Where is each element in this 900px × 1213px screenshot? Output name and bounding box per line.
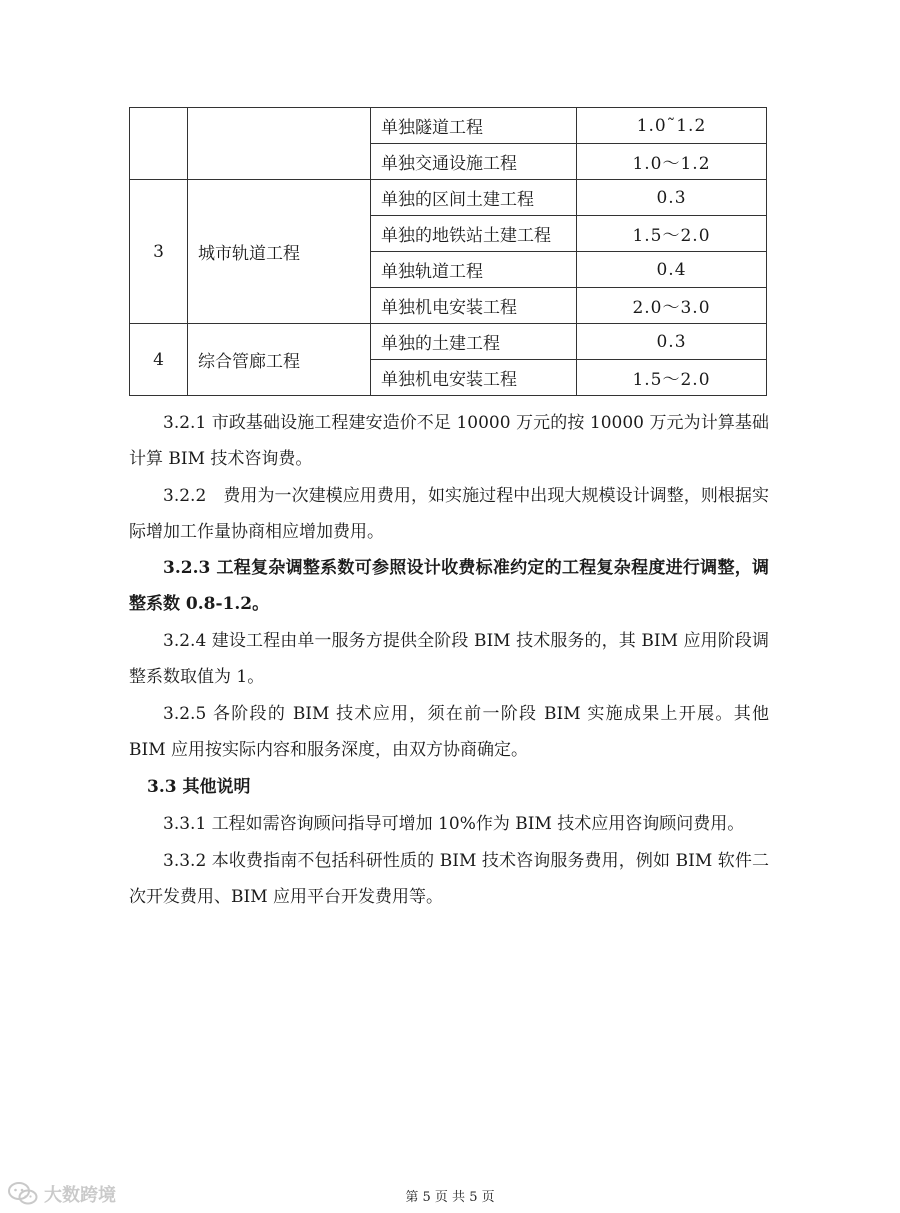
coefficient-cell: 0.3	[577, 180, 767, 216]
coefficient-cell: 1.5～2.0	[577, 216, 767, 252]
paragraph-3-2-3: 3.2.3 工程复杂调整系数可参照设计收费标准约定的工程复杂程度进行调整，调整系数 0.8-1.2。	[129, 558, 769, 614]
row-number-cell: 3	[130, 180, 188, 324]
sub-project-cell: 单独的土建工程	[371, 324, 577, 360]
coefficient-cell: 0.3	[577, 324, 767, 360]
sub-project-cell: 单独的地铁站土建工程	[371, 216, 577, 252]
table-row	[130, 108, 767, 144]
watermark	[8, 1181, 116, 1207]
table-row	[130, 324, 767, 360]
row-number-cell: 4	[130, 324, 188, 396]
watermark-text: 大数跨境	[44, 1185, 116, 1206]
sub-project-cell: 单独交通设施工程	[371, 144, 577, 180]
sub-project-cell: 单独轨道工程	[371, 252, 577, 288]
coefficient-cell: 1.0˜1.2	[577, 108, 767, 144]
sub-project-cell: 单独的区间土建工程	[371, 180, 577, 216]
project-type-cell	[188, 108, 371, 180]
paragraph-3-3-2: 3.3.2 本收费指南不包括科研性质的 BIM 技术咨询服务费用，例如 BIM 软件二次开发费用、BIM 应用平台开发费用等。	[129, 851, 769, 907]
coefficient-cell: 1.5～2.0	[577, 360, 767, 396]
wechat-logo-icon	[8, 1181, 38, 1207]
project-type-cell: 综合管廊工程	[188, 324, 371, 396]
coefficient-cell: 1.0～1.2	[577, 144, 767, 180]
table-row	[130, 180, 767, 216]
sub-project-cell: 单独机电安装工程	[371, 288, 577, 324]
paragraph-3-2-2: 3.2.2 费用为一次建模应用费用，如实施过程中出现大规模设计调整，则根据实际增加工作量协商相应增加费用。	[129, 486, 769, 542]
row-number-cell	[130, 108, 188, 180]
paragraph-3-3-1: 3.3.1 工程如需咨询顾问指导可增加 10%作为 BIM 技术应用咨询顾问费用。	[163, 814, 745, 834]
paragraph-3-2-5: 3.2.5 各阶段的 BIM 技术应用，须在前一阶段 BIM 实施成果上开展。其他 BIM 应用按实际内容和服务深度，由双方协商确定。	[129, 704, 769, 760]
sub-project-cell: 单独机电安装工程	[371, 360, 577, 396]
project-type-cell: 城市轨道工程	[188, 180, 371, 324]
paragraph-3-2-1: 3.2.1 市政基础设施工程建安造价不足 10000 万元的按 10000 万元为计算基础计算 BIM 技术咨询费。	[129, 413, 769, 469]
fee-coefficient-table	[129, 107, 767, 396]
coefficient-cell: 0.4	[577, 252, 767, 288]
sub-project-cell: 单独隧道工程	[371, 108, 577, 144]
page-footer: 第 5 页 共 5 页	[405, 1190, 495, 1205]
paragraph-3-2-4: 3.2.4 建设工程由单一服务方提供全阶段 BIM 技术服务的，其 BIM 应用阶段调整系数取值为 1。	[129, 631, 769, 687]
section-heading-3-3: 3.3 其他说明	[147, 777, 251, 797]
coefficient-cell: 2.0～3.0	[577, 288, 767, 324]
